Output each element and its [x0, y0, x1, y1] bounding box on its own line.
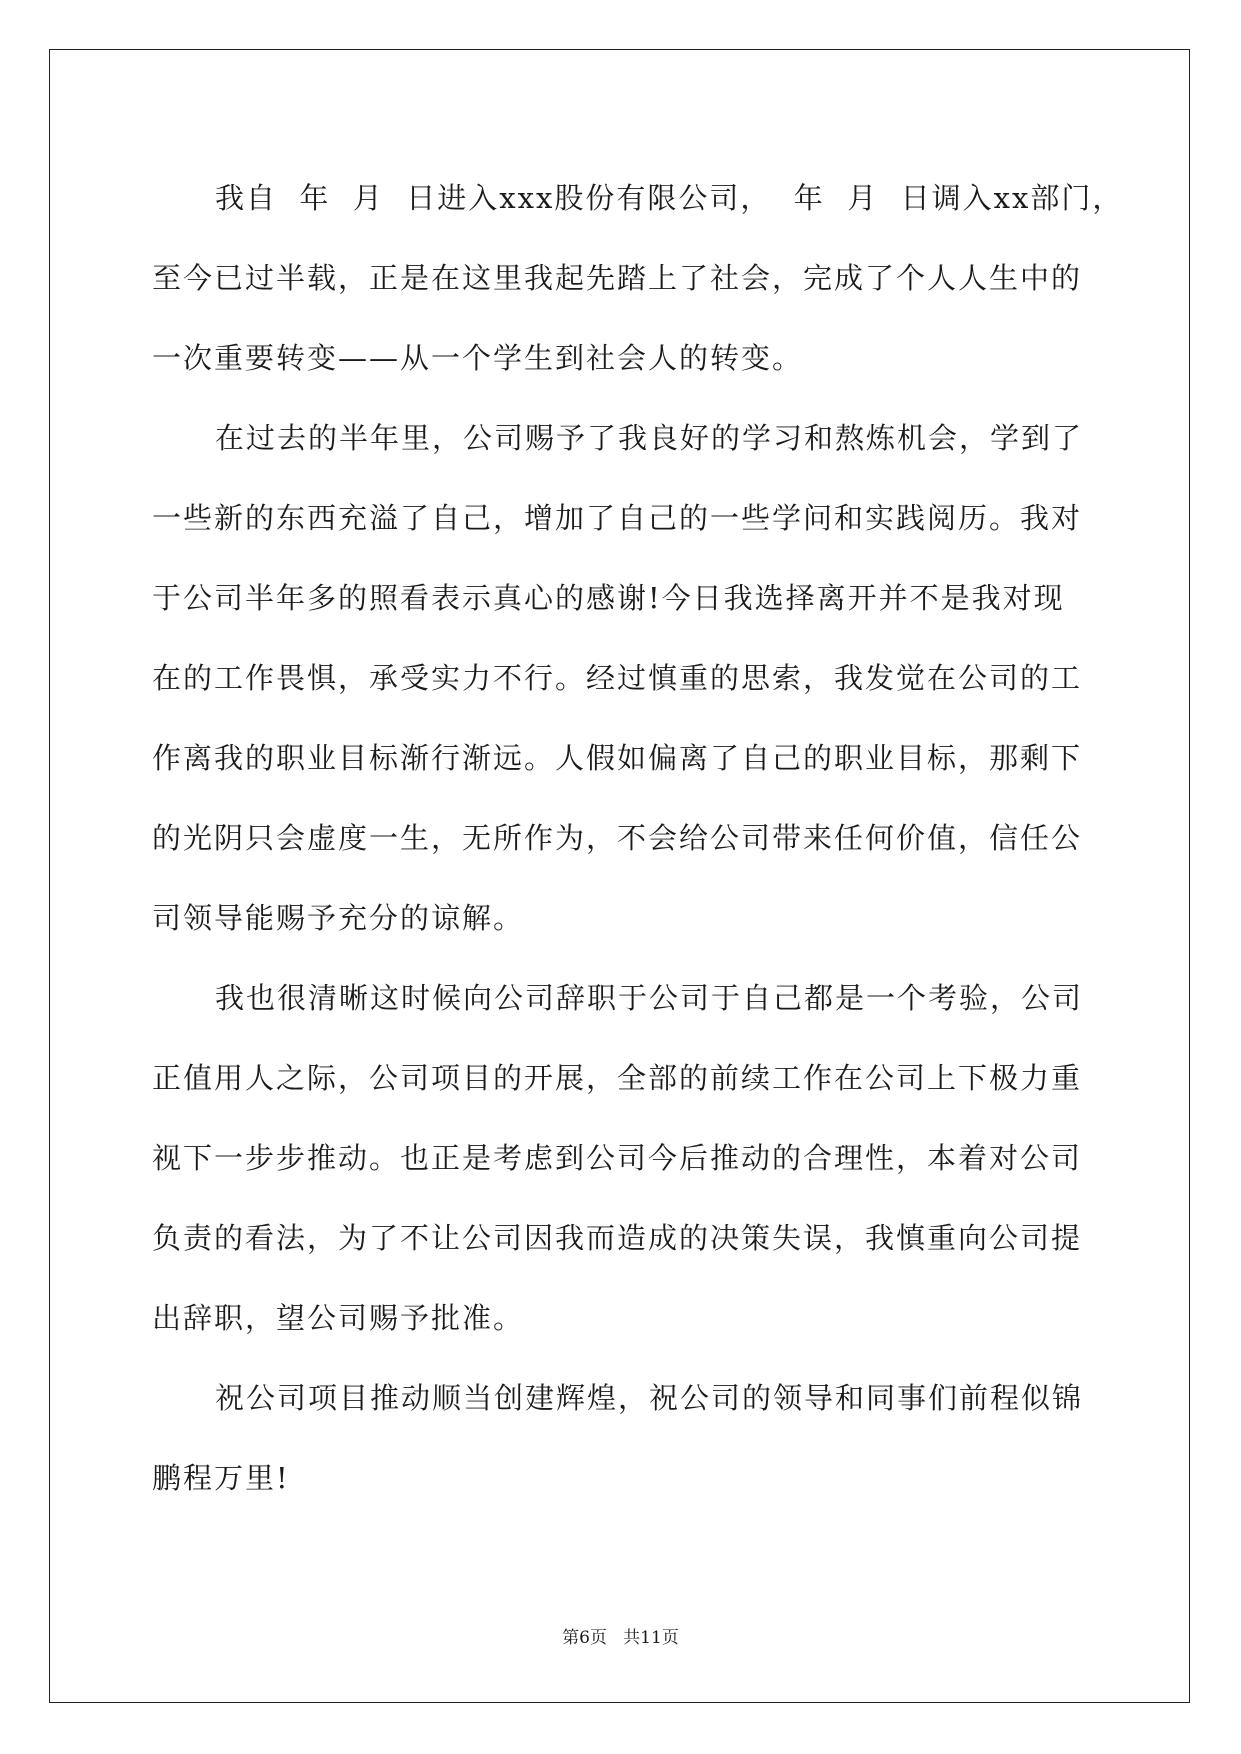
paragraph-3-line-3: 视下一步步推动。也正是考虑到公司今后推动的合理性，本着对公司 [152, 1141, 1083, 1175]
paragraph-3-line-5: 出辞职，望公司赐予批准。 [152, 1301, 525, 1335]
paragraph-3-line-4: 负责的看法，为了不让公司因我而造成的决策失误，我慎重向公司提 [152, 1221, 1083, 1255]
letter-body [152, 158, 1124, 1518]
paragraph-2-line-4: 在的工作畏惧，承受实力不行。经过慎重的思索，我发觉在公司的工 [152, 661, 1083, 695]
paragraph-2-line-3: 于公司半年多的照看表示真心的感谢!今日我选择离开并不是我对现 [152, 581, 1065, 615]
paragraph-3-line-2: 正值用人之际，公司项目的开展，全部的前续工作在公司上下极力重 [152, 1061, 1083, 1095]
paragraph-1-line-2: 至今已过半载，正是在这里我起先踏上了社会，完成了个人人生中的 [152, 261, 1083, 295]
paragraph-1-line-3: 一次重要转变——从一个学生到社会人的转变。 [152, 341, 804, 375]
paragraph-2-line-1: 在过去的半年里，公司赐予了我良好的学习和熬炼机会，学到了 [215, 421, 1084, 455]
paragraph-2-line-2: 一些新的东西充溢了自己，增加了自己的一些学问和实践阅历。我对 [152, 501, 1083, 535]
paragraph-4-line-1: 祝公司项目推动顺当创建辉煌，祝公司的领导和同事们前程似锦 [215, 1381, 1084, 1415]
paragraph-2-line-6: 的光阴只会虚度一生，无所作为，不会给公司带来任何价值，信任公 [152, 821, 1083, 855]
paragraph-4-line-2: 鹏程万里! [152, 1461, 290, 1495]
paragraph-2-line-7: 司领导能赐予充分的谅解。 [152, 901, 525, 935]
paragraph-1-line-1: 我自 年 月 日进入xxx股份有限公司， 年 月 日调入xx部门， [215, 181, 1124, 215]
paragraph-3-line-1: 我也很清晰这时候向公司辞职于公司于自己都是一个考验，公司 [215, 981, 1084, 1015]
paragraph-2-line-5: 作离我的职业目标渐行渐远。人假如偏离了自己的职业目标，那剩下 [152, 741, 1083, 775]
page-number-footer: 第6页 共11页 [562, 1628, 679, 1648]
